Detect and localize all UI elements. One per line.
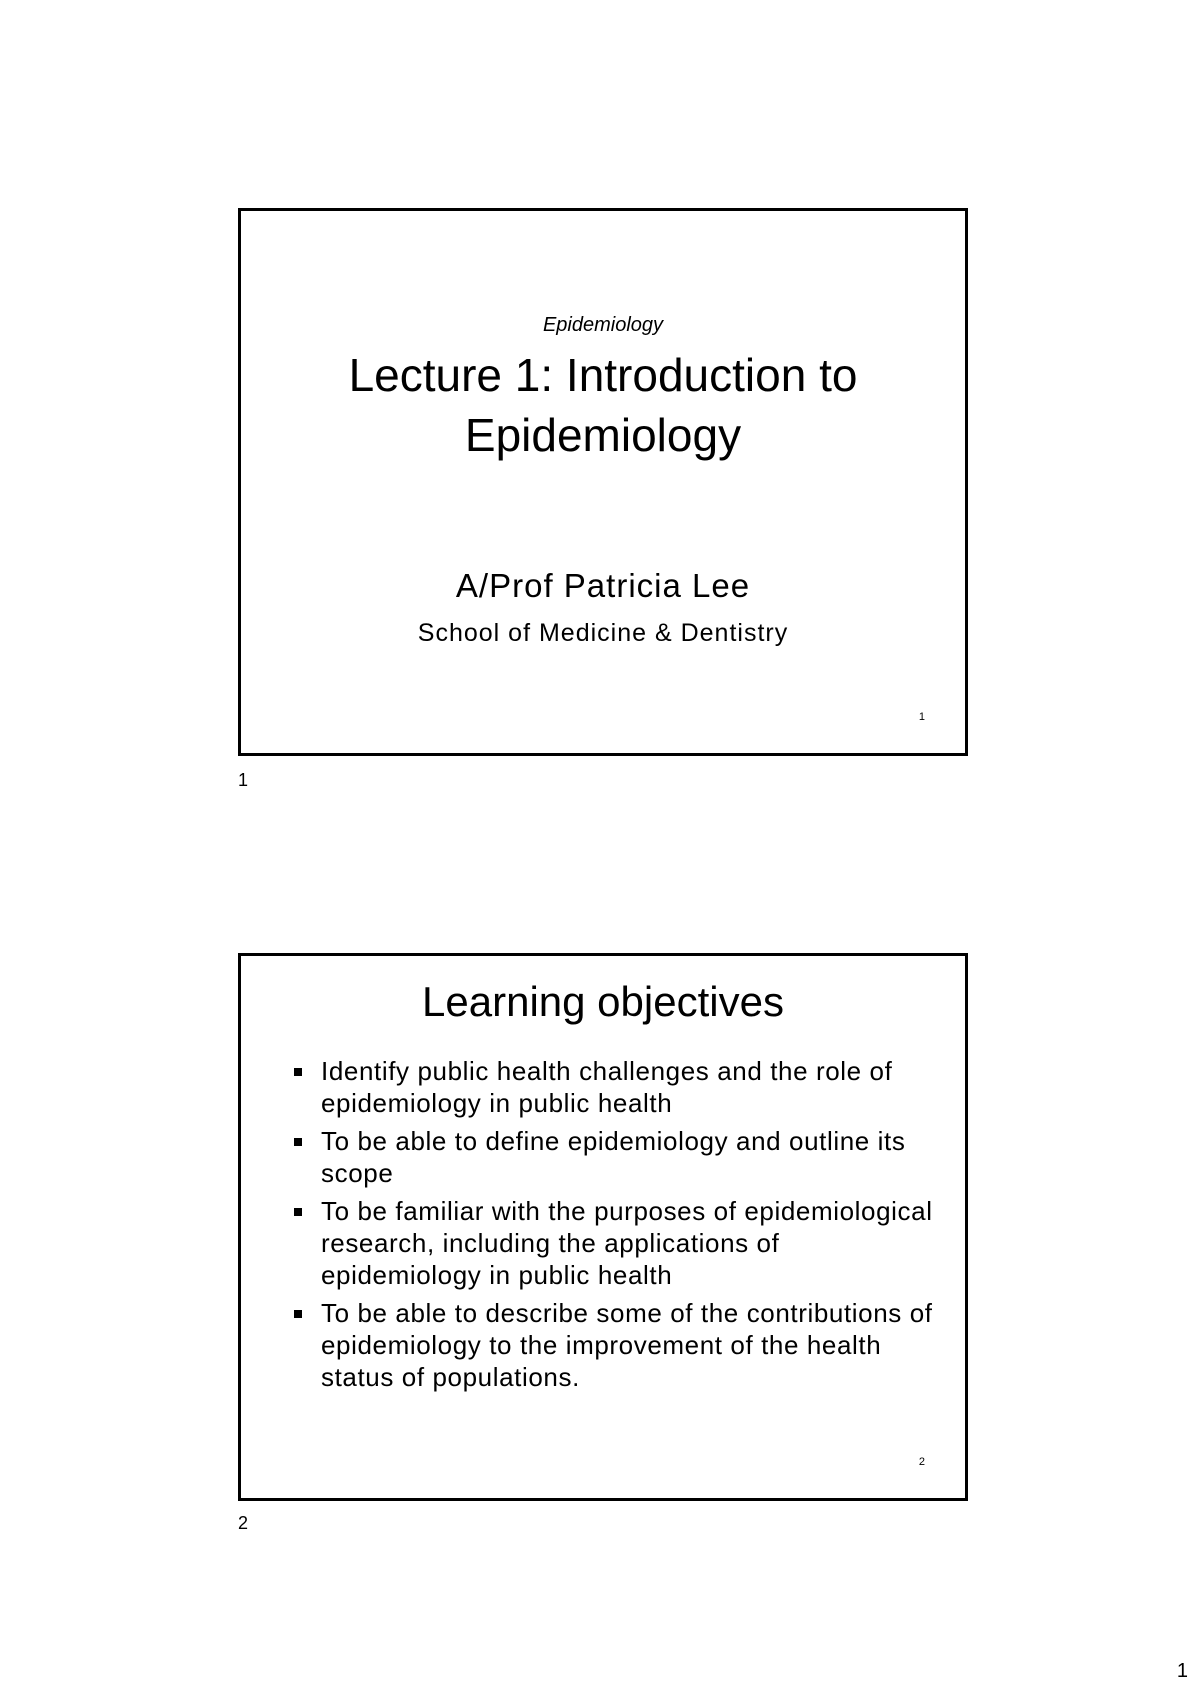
- bullet-square-icon: [294, 1310, 302, 1318]
- slide-number: 1: [918, 711, 925, 723]
- slide-title: Lecture 1: Introduction to Epidemiology: [348, 349, 858, 461]
- slide-page-label: 1: [238, 770, 249, 790]
- slide-page-label: 2: [238, 1513, 249, 1533]
- slide-title: Learning objectives: [422, 978, 784, 1025]
- objectives-list: [293, 1055, 933, 1399]
- list-item-text: To be able to define epidemiology and outline its scope: [321, 1126, 906, 1188]
- bullet-square-icon: [294, 1208, 302, 1216]
- list-item-text: To be familiar with the purposes of epidemiological research, including the applications of epidemiology in public health: [321, 1196, 933, 1290]
- slide-1: [238, 208, 968, 756]
- list-item-text: Identify public health challenges and the role of epidemiology in public health: [321, 1056, 893, 1118]
- slide-2: [238, 953, 968, 1501]
- list-item: [293, 1055, 933, 1119]
- list-item: [293, 1125, 933, 1189]
- bullet-square-icon: [294, 1138, 302, 1146]
- page-number: 1: [1176, 1660, 1188, 1682]
- list-item: [293, 1195, 933, 1291]
- slide-subtitle: Epidemiology: [542, 314, 664, 336]
- bullet-square-icon: [294, 1068, 302, 1076]
- author-affiliation: School of Medicine & Dentistry: [417, 619, 789, 647]
- author-name: A/Prof Patricia Lee: [455, 567, 751, 604]
- list-item: [293, 1297, 933, 1393]
- list-item-text: To be able to describe some of the contributions of epidemiology to the improvement of the health status of populations.: [321, 1298, 933, 1392]
- slide-number: 2: [918, 1456, 925, 1468]
